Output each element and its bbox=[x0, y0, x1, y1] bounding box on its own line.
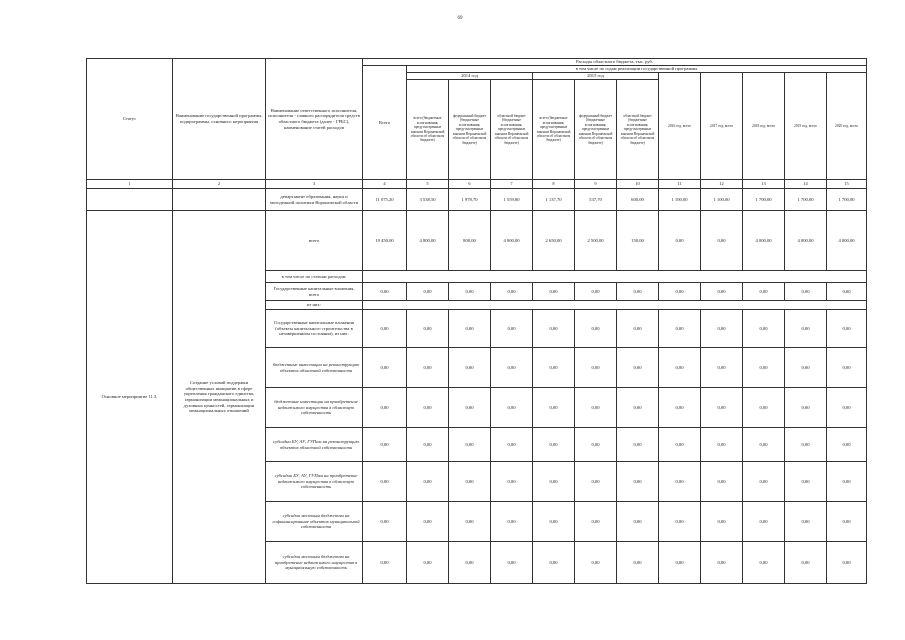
value-cell: 0,00 bbox=[575, 283, 617, 301]
row-label-subsidy-bu-renov: субсидии БУ, АУ, ГУПам на реконструкцию объектов областной собственности bbox=[266, 428, 363, 462]
value-cell: 150,00 bbox=[617, 211, 659, 271]
value-cell: 4 000,00 bbox=[827, 211, 867, 271]
value-cell: 0,00 bbox=[363, 283, 407, 301]
value-cell: 0,00 bbox=[827, 388, 867, 428]
value-cell: 0,00 bbox=[363, 348, 407, 388]
value-cell: 0,00 bbox=[659, 428, 701, 462]
header-2018: 2018 год, всего bbox=[743, 73, 785, 180]
value-cell: 0,00 bbox=[491, 542, 533, 584]
column-number: 2 bbox=[173, 180, 266, 189]
value-cell: 0,00 bbox=[743, 283, 785, 301]
value-cell: 0,00 bbox=[785, 283, 827, 301]
value-cell: 0,00 bbox=[407, 502, 449, 542]
value-cell: 1 100,00 bbox=[659, 189, 701, 211]
value-cell: 0,00 bbox=[827, 310, 867, 348]
value-cell: 0,00 bbox=[491, 310, 533, 348]
value-cell: 19 450,00 bbox=[363, 211, 407, 271]
value-cell: 0,00 bbox=[785, 502, 827, 542]
table-row bbox=[87, 189, 867, 211]
column-number: 3 bbox=[266, 180, 363, 189]
value-cell: 0,00 bbox=[659, 542, 701, 584]
header-year-2014: 2014 год bbox=[407, 73, 533, 80]
column-number: 14 bbox=[785, 180, 827, 189]
value-cell: 0,00 bbox=[743, 388, 785, 428]
value-cell: 0,00 bbox=[449, 502, 491, 542]
value-cell: 0,00 bbox=[491, 428, 533, 462]
value-cell: 0,00 bbox=[701, 542, 743, 584]
value-cell: 0,00 bbox=[407, 310, 449, 348]
column-number: 1 bbox=[87, 180, 173, 189]
value-cell: 0,00 bbox=[575, 388, 617, 428]
value-cell: 0,00 bbox=[363, 428, 407, 462]
header-executor: Наименование ответственного исполнителя, исполнителя - главного распорядителя средств областного бюджета (далее - ГРБС), наименование статей расходов bbox=[266, 59, 363, 180]
value-cell: 0,00 bbox=[827, 348, 867, 388]
value-cell: 0,00 bbox=[407, 283, 449, 301]
column-number: 6 bbox=[449, 180, 491, 189]
value-cell: 0,00 bbox=[533, 388, 575, 428]
program-cell: Создание условий поддержки общественных инициатив в сфере укрепления гражданского единства, гармонизации межнациональных и духовных ценностей, гармонизации межнациональных отношений bbox=[173, 211, 266, 584]
header-src-2015-total: всего (бюджетные ассигнования, предусмотренные законом Воронежской области об областном бюджете) bbox=[533, 80, 575, 180]
value-cell: 0,00 bbox=[785, 542, 827, 584]
value-cell: 0,00 bbox=[575, 348, 617, 388]
value-cell: 0,00 bbox=[701, 462, 743, 502]
value-cell: 4 000,00 bbox=[491, 211, 533, 271]
value-cell: 0,00 bbox=[407, 348, 449, 388]
value-cell: 0,00 bbox=[617, 502, 659, 542]
value-cell: 0,00 bbox=[575, 502, 617, 542]
header-by-years: в том числе по годам реализации государственной программы bbox=[407, 66, 867, 73]
value-cell: 4 000,00 bbox=[785, 211, 827, 271]
value-cell: 0,00 bbox=[449, 428, 491, 462]
column-number: 7 bbox=[491, 180, 533, 189]
value-cell: 0,00 bbox=[785, 428, 827, 462]
value-cell: 0,00 bbox=[575, 462, 617, 502]
value-cell: 0,00 bbox=[701, 388, 743, 428]
value-cell: 0,00 bbox=[701, 502, 743, 542]
value-cell: 0,00 bbox=[827, 542, 867, 584]
row-label-capital-total: Государственные капитальные вложения, всего bbox=[266, 283, 363, 301]
header-total: Всего bbox=[363, 66, 407, 180]
header-2017: 2017 год, всего bbox=[701, 73, 743, 180]
column-number: 9 bbox=[575, 180, 617, 189]
value-cell: 0,00 bbox=[617, 310, 659, 348]
column-number: 11 bbox=[659, 180, 701, 189]
value-cell: 0,00 bbox=[785, 462, 827, 502]
value-cell: 3 538,50 bbox=[407, 189, 449, 211]
value-cell: 1 137,70 bbox=[533, 189, 575, 211]
value-cell: 0,00 bbox=[617, 542, 659, 584]
column-number: 5 bbox=[407, 180, 449, 189]
value-cell: 0,00 bbox=[659, 310, 701, 348]
row-label-of-which: из них: bbox=[266, 301, 363, 310]
value-cell: 0,00 bbox=[659, 462, 701, 502]
value-cell: 0,00 bbox=[617, 348, 659, 388]
value-cell: 0,00 bbox=[617, 283, 659, 301]
value-cell: 0,00 bbox=[743, 462, 785, 502]
value-cell: 0,00 bbox=[363, 542, 407, 584]
value-cell: 0,00 bbox=[449, 348, 491, 388]
value-cell: 0,00 bbox=[449, 542, 491, 584]
value-cell: 0,00 bbox=[743, 542, 785, 584]
value-cell: 0,00 bbox=[449, 462, 491, 502]
column-numbers-row bbox=[87, 180, 867, 189]
column-number: 13 bbox=[743, 180, 785, 189]
value-cell: 0,00 bbox=[533, 428, 575, 462]
value-cell: 0,00 bbox=[363, 502, 407, 542]
value-cell: 0,00 bbox=[785, 388, 827, 428]
header-2019: 2019 год, всего bbox=[785, 73, 827, 180]
value-cell: 1 700,00 bbox=[743, 189, 785, 211]
header-src-2014-total: всего (бюджетные ассигнования, предусмотренные законом Воронежской области об областном бюджете) bbox=[407, 80, 449, 180]
header-2016: 2016 год, всего bbox=[659, 73, 701, 180]
empty-cell bbox=[87, 189, 173, 211]
value-cell: 0,00 bbox=[659, 283, 701, 301]
column-number: 12 bbox=[701, 180, 743, 189]
value-cell: 0,00 bbox=[533, 310, 575, 348]
column-number: 4 bbox=[363, 180, 407, 189]
value-cell: 4 800,00 bbox=[407, 211, 449, 271]
value-cell: 0,00 bbox=[491, 462, 533, 502]
value-cell: 0,00 bbox=[785, 310, 827, 348]
value-cell: 0,00 bbox=[701, 283, 743, 301]
value-cell: 0,00 bbox=[701, 310, 743, 348]
status-cell: Основное мероприятие 11.3. bbox=[87, 211, 173, 584]
value-cell: 0,00 bbox=[743, 348, 785, 388]
value-cell: 0,00 bbox=[785, 348, 827, 388]
value-cell: 0,00 bbox=[407, 428, 449, 462]
header-src-2015-reg: областной бюджет (бюджетные ассигнования, предусмотренные законом Воронежской области об областном бюджете) bbox=[617, 80, 659, 180]
value-cell: 0,00 bbox=[617, 428, 659, 462]
header-src-2014-reg: областной бюджет (бюджетные ассигнования, предусмотренные законом Воронежской области об областном бюджете) bbox=[491, 80, 533, 180]
value-cell: 0,00 bbox=[701, 211, 743, 271]
value-cell: 0,00 bbox=[743, 310, 785, 348]
value-cell: 0,00 bbox=[743, 502, 785, 542]
value-cell: 0,00 bbox=[363, 462, 407, 502]
value-cell: 0,00 bbox=[363, 388, 407, 428]
header-src-2014-fed: федеральный бюджет (бюджетные ассигнования, предусмотренные законом Воронежской области об областном бюджете) bbox=[449, 80, 491, 180]
value-cell: 0,00 bbox=[617, 462, 659, 502]
value-cell: 0,00 bbox=[827, 283, 867, 301]
value-cell: 0,00 bbox=[491, 348, 533, 388]
value-cell: 2 650,00 bbox=[533, 211, 575, 271]
table-header bbox=[87, 59, 867, 180]
value-cell: 0,00 bbox=[659, 388, 701, 428]
header-year-2015: 2015 год bbox=[533, 73, 659, 80]
value-cell: 1 700,00 bbox=[785, 189, 827, 211]
column-number: 15 bbox=[827, 180, 867, 189]
value-cell: 0,00 bbox=[449, 310, 491, 348]
column-number: 8 bbox=[533, 180, 575, 189]
value-cell: 0,00 bbox=[827, 502, 867, 542]
value-cell: 0,00 bbox=[491, 388, 533, 428]
row-label-capital-objects: Государственные капитальные вложения (объекты капитального строительства в незавершенном состоянии), из них: bbox=[266, 310, 363, 348]
value-cell: 600,00 bbox=[617, 189, 659, 211]
row-label-by-articles: в том числе по статьям расходов: bbox=[266, 271, 363, 283]
value-cell: 0,00 bbox=[407, 542, 449, 584]
value-cell: 0,00 bbox=[363, 310, 407, 348]
value-cell: 0,00 bbox=[449, 388, 491, 428]
value-cell: 4 000,00 bbox=[743, 211, 785, 271]
value-cell: 0,00 bbox=[533, 462, 575, 502]
value-cell: 0,00 bbox=[827, 428, 867, 462]
value-cell: 0,00 bbox=[743, 428, 785, 462]
row-label-budget-invest-renov: бюджетные инвестиции на реконструкцию объектов областной собственности bbox=[266, 348, 363, 388]
value-cell: 0,00 bbox=[617, 388, 659, 428]
value-cell: 0,00 bbox=[659, 502, 701, 542]
column-number: 10 bbox=[617, 180, 659, 189]
header-2020: 2020 год, всего bbox=[827, 73, 867, 180]
value-cell: 11 075,20 bbox=[363, 189, 407, 211]
value-cell: 0,00 bbox=[827, 462, 867, 502]
value-cell: 0,00 bbox=[491, 283, 533, 301]
value-cell: 0,00 bbox=[533, 348, 575, 388]
value-cell: 0,00 bbox=[701, 348, 743, 388]
header-src-2015-fed: федеральный бюджет (бюджетные ассигнования, предусмотренные законом Воронежской области об областном бюджете) bbox=[575, 80, 617, 180]
table-body bbox=[87, 180, 867, 584]
value-cell: 1 700,00 bbox=[827, 189, 867, 211]
value-cell: 800,00 bbox=[449, 211, 491, 271]
header-status: Статус bbox=[87, 59, 173, 180]
value-cell: 0,00 bbox=[533, 502, 575, 542]
value-cell: 0,00 bbox=[449, 283, 491, 301]
row-label-budget-invest-purchase: бюджетные инвестиции на приобретение недвижимого имущества в областную собственность bbox=[266, 388, 363, 428]
value-cell: 0,00 bbox=[575, 542, 617, 584]
value-cell: 537,70 bbox=[575, 189, 617, 211]
empty-cell bbox=[173, 189, 266, 211]
value-cell: 1 978,70 bbox=[449, 189, 491, 211]
value-cell: 0,00 bbox=[659, 211, 701, 271]
value-cell: 0,00 bbox=[659, 348, 701, 388]
value-cell: 0,00 bbox=[407, 462, 449, 502]
empty-cell bbox=[363, 301, 867, 310]
row-label-total: всего bbox=[266, 211, 363, 271]
header-expenses: Расходы областного бюджета, тыс. руб. bbox=[363, 59, 867, 66]
row-label-subsidy-local-purchase: субсидии местным бюджетам на приобретение недвижимого имущества в муниципальную собственность bbox=[266, 542, 363, 584]
page-number: 69 bbox=[457, 16, 463, 21]
header-program: Наименование государственной программы, подпрограммы, основного мероприятия bbox=[173, 59, 266, 180]
value-cell: 0,00 bbox=[533, 283, 575, 301]
value-cell: 0,00 bbox=[533, 542, 575, 584]
row-label-subsidy-local-cofin: субсидии местным бюджетам на софинансирование объектов муниципальной собственности bbox=[266, 502, 363, 542]
value-cell: 2 500,00 bbox=[575, 211, 617, 271]
budget-table bbox=[86, 58, 867, 584]
value-cell: 0,00 bbox=[575, 428, 617, 462]
value-cell: 0,00 bbox=[491, 502, 533, 542]
empty-cell bbox=[363, 271, 867, 283]
row-label-dept: департамент образования, науки и молодежной политики Воронежской области bbox=[266, 189, 363, 211]
value-cell: 1 559,80 bbox=[491, 189, 533, 211]
row-label-subsidy-bu-purchase: субсидии БУ, АУ, ГУПам на приобретение недвижимого имущества в областную собственность bbox=[266, 462, 363, 502]
value-cell: 0,00 bbox=[701, 428, 743, 462]
value-cell: 0,00 bbox=[407, 388, 449, 428]
value-cell: 0,00 bbox=[575, 310, 617, 348]
table-row bbox=[87, 211, 867, 271]
value-cell: 1 100,00 bbox=[701, 189, 743, 211]
